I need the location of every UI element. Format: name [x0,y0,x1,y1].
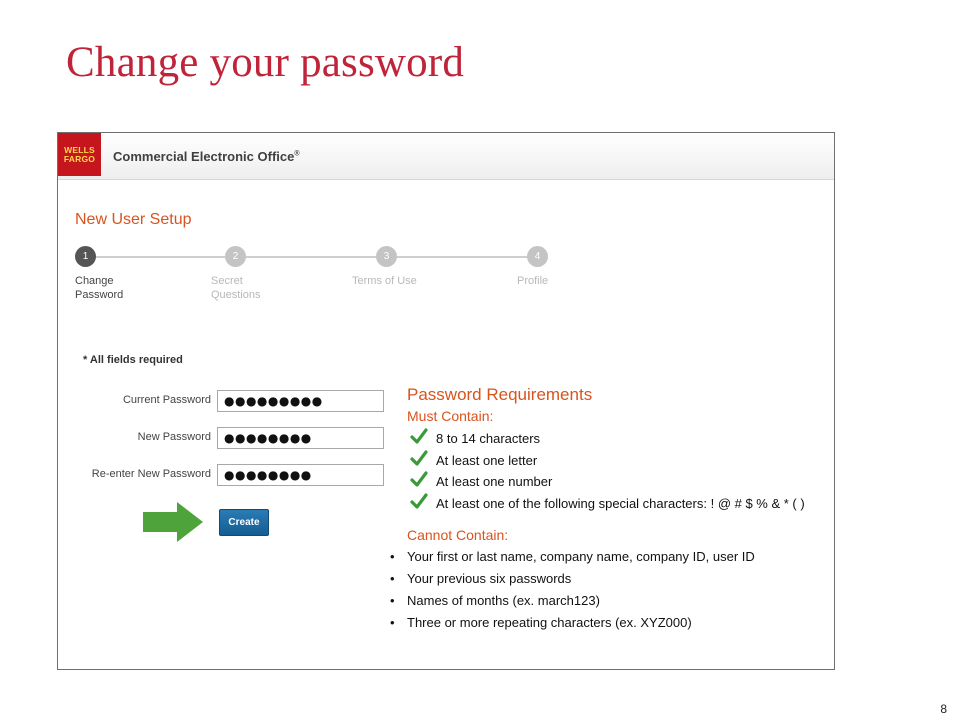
must-contain-title: Must Contain: [407,408,494,424]
reenter-password-label: Re-enter New Password [91,468,211,480]
new-password-label: New Password [137,431,211,443]
step-number: 4 [527,246,548,267]
current-password-label: Current Password [122,394,211,406]
progress-stepper [75,246,555,306]
checkmark-icon [410,470,428,488]
must-contain-item: At least one letter [407,451,832,473]
cannot-contain-item: • Your previous six passwords [388,570,832,592]
must-contain-item: At least one number [407,472,832,494]
create-button[interactable]: Create [219,509,269,536]
green-arrow-icon [143,502,203,542]
cannot-contain-title: Cannot Contain: [407,526,509,543]
current-password-input[interactable]: ●●●●●●●●● [217,390,384,412]
setup-title: New User Setup [75,211,192,228]
new-password-input[interactable]: ●●●●●●●● [217,427,384,449]
reenter-password-input[interactable]: ●●●●●●●● [217,464,384,486]
stepper-line [86,256,546,258]
page-number: 8 [940,702,947,716]
cannot-contain-item: • Three or more repeating characters (ex. XYZ000) [388,614,832,636]
step-secret-questions [211,246,261,301]
checkmark-icon [410,492,428,510]
wells-fargo-logo[interactable] [58,133,101,176]
step-label: Change Password [75,275,124,301]
step-label: Secret Questions [211,275,261,301]
current-password-row [58,390,398,412]
must-contain-item: At least one of the following special characters: ! @ # $ % & * ( ) [407,494,832,516]
app-header [58,133,834,180]
app-name: Commercial Electronic Office® [113,149,300,164]
app-screenshot [57,132,835,670]
cannot-contain-item: • Your first or last name, company name, company ID, user ID [388,548,832,570]
step-number: 2 [225,246,246,267]
step-label: Profile [517,275,549,287]
step-change-password [75,246,124,301]
password-requirements-panel [407,385,832,636]
checkmark-icon [410,449,428,467]
cannot-contain-item: • Names of months (ex. march123) [388,592,832,614]
step-terms-of-use [352,246,417,287]
step-profile [517,246,549,287]
reenter-password-row [58,464,398,486]
must-contain-item: 8 to 14 characters [407,429,832,451]
step-number: 1 [75,246,96,267]
new-password-row [58,427,398,449]
must-contain-list [407,429,832,516]
step-number: 3 [376,246,397,267]
requirements-title: Password Requirements [407,385,593,404]
checkmark-icon [410,427,428,445]
cannot-contain-list [388,548,832,636]
logo-text: WELLS FARGO [63,144,96,164]
registered-mark: ® [294,150,300,158]
required-fields-note: * All fields required [83,354,183,366]
slide-title: Change your password [66,39,465,86]
step-label: Terms of Use [352,275,417,287]
